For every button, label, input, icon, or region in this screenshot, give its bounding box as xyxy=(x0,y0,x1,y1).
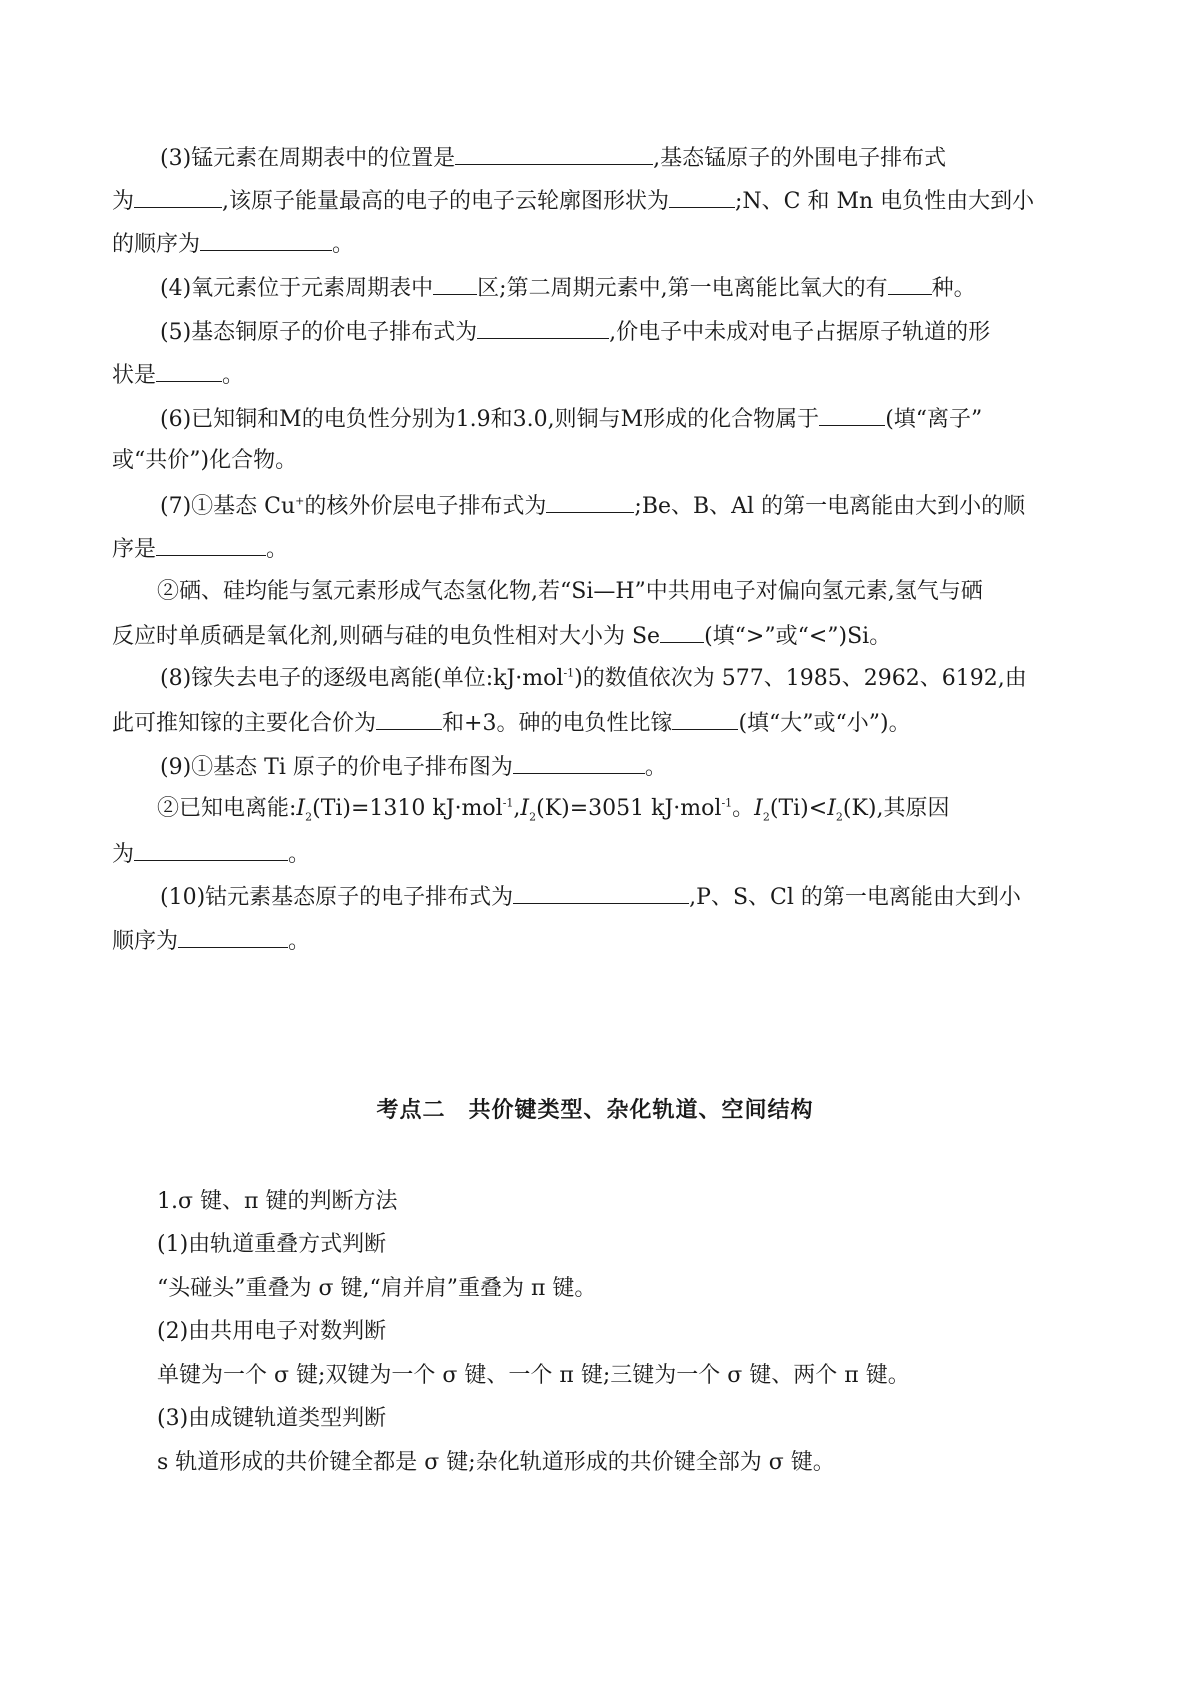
text: (填“大”或“小”)。 xyxy=(738,711,911,736)
q3-line-2 xyxy=(112,185,1034,217)
q6-line-2 xyxy=(112,446,297,476)
q3-line-1 xyxy=(160,142,946,174)
answer-blank[interactable] xyxy=(513,751,645,774)
answer-blank[interactable] xyxy=(672,707,738,730)
superscript: -1 xyxy=(563,666,575,680)
text: 顺序为 xyxy=(112,929,179,954)
answer-blank[interactable] xyxy=(819,403,885,426)
q9-line-1 xyxy=(160,751,667,783)
text: 的顺序为 xyxy=(112,232,201,257)
q8-line-2 xyxy=(112,707,911,739)
subscript: 2 xyxy=(305,810,313,824)
text: 。 xyxy=(644,755,667,780)
text: 或“共价”)化合物。 xyxy=(112,448,298,473)
q10-line-2 xyxy=(112,925,310,957)
subscript: 2 xyxy=(835,810,843,824)
superscript: + xyxy=(295,494,305,508)
answer-blank[interactable] xyxy=(156,359,222,382)
symbol-i: I xyxy=(520,796,530,821)
text: ,价电子中未成对电子占据原子轨道的形 xyxy=(609,320,991,345)
text: 种。 xyxy=(931,276,976,301)
text: (9)①基态 Ti 原子的价电子排布图为 xyxy=(160,755,513,780)
answer-blank[interactable] xyxy=(178,925,288,948)
text: 反应时单质硒是氧化剂,则硒与硅的电负性相对大小为 Se xyxy=(112,624,661,649)
answer-blank[interactable] xyxy=(200,228,332,251)
text: ;N、C 和 Mn 电负性由大到小 xyxy=(735,189,1035,214)
text: (4)氧元素位于元素周期表中 xyxy=(160,276,434,301)
subscript: 2 xyxy=(762,810,770,824)
text: (10)钴元素基态原子的电子排布式为 xyxy=(160,885,514,910)
text: (填“离子” xyxy=(885,407,983,432)
section-title: 考点二 共价键类型、杂化轨道、空间结构 xyxy=(376,1098,814,1123)
text: ②硒、硅均能与氢元素形成气态氢化物,若“Si—H”中共用电子对偏向氢元素,氢气与硒 xyxy=(157,579,983,604)
method-subheading-3: (3)由成键轨道类型判断 xyxy=(157,1406,387,1431)
q7-line-3 xyxy=(157,577,983,607)
text: ;Be、B、Al 的第一电离能由大到小的顺 xyxy=(634,494,1026,519)
text: (K),其原因 xyxy=(842,796,950,821)
q7-line-1 xyxy=(160,490,1025,522)
method-text-1: “头碰头”重叠为 σ 键,“肩并肩”重叠为 π 键。 xyxy=(157,1276,597,1301)
method-text-3: s 轨道形成的共价键全都是 σ 键;杂化轨道形成的共价键全部为 σ 键。 xyxy=(157,1450,835,1475)
q9-line-3 xyxy=(112,838,310,870)
text: 。 xyxy=(332,232,355,257)
text: (3)锰元素在周期表中的位置是 xyxy=(160,146,456,171)
text: 状是 xyxy=(112,363,157,388)
answer-blank[interactable] xyxy=(433,272,477,295)
text: (7)①基态 Cu xyxy=(160,494,296,519)
symbol-i: I xyxy=(296,796,306,821)
answer-blank[interactable] xyxy=(376,707,442,730)
q6-line-1 xyxy=(160,403,982,435)
method-heading: 1.σ 键、π 键的判断方法 xyxy=(157,1189,398,1214)
text: 的核外价层电子排布式为 xyxy=(304,494,547,519)
text: 区;第二周期元素中,第一电离能比氧大的有 xyxy=(477,276,888,301)
q7-line-2 xyxy=(112,533,288,565)
answer-blank[interactable] xyxy=(134,838,288,861)
text: ,P、S、Cl 的第一电离能由大到小 xyxy=(689,885,1021,910)
text: ②已知电离能: xyxy=(157,796,297,821)
answer-blank[interactable] xyxy=(546,490,634,513)
text: (6)已知铜和M的电负性分别为1.9和3.0,则铜与M形成的化合物属于 xyxy=(160,407,820,432)
text: (5)基态铜原子的价电子排布式为 xyxy=(160,320,478,345)
text: (K)=3051 kJ·mol xyxy=(536,796,722,821)
method-text-2: 单键为一个 σ 键;双键为一个 σ 键、一个 π 键;三键为一个 σ 键、两个 π 键。 xyxy=(157,1363,910,1388)
method-subheading-1: (1)由轨道重叠方式判断 xyxy=(157,1232,387,1257)
text: )的数值依次为 577、1985、2962、6192,由 xyxy=(574,666,1027,691)
text: 为 xyxy=(112,189,135,214)
symbol-i: I xyxy=(827,796,836,821)
text: (Ti)=1310 kJ·mol xyxy=(312,796,503,821)
superscript: -1 xyxy=(502,796,514,810)
answer-blank[interactable] xyxy=(660,620,704,643)
symbol-i: I xyxy=(754,796,763,821)
text: , xyxy=(513,796,521,821)
answer-blank[interactable] xyxy=(477,316,609,339)
text: 为 xyxy=(112,842,135,867)
text: 。 xyxy=(266,537,289,562)
text: 。 xyxy=(288,929,311,954)
method-subheading-2: (2)由共用电子对数判断 xyxy=(157,1319,387,1344)
answer-blank[interactable] xyxy=(888,272,932,295)
q3-line-3 xyxy=(112,228,354,260)
text: 。 xyxy=(732,796,755,821)
answer-blank[interactable] xyxy=(156,533,266,556)
text: (8)镓失去电子的逐级电离能(单位:kJ·mol xyxy=(160,666,564,691)
q4-line-1 xyxy=(160,272,976,304)
text: 。 xyxy=(222,363,245,388)
text: 序是 xyxy=(112,537,157,562)
q10-line-1 xyxy=(160,881,1021,913)
answer-blank[interactable] xyxy=(669,185,735,208)
answer-blank[interactable] xyxy=(455,142,653,165)
q5-line-1 xyxy=(160,316,990,348)
q7-line-4 xyxy=(112,620,891,652)
answer-blank[interactable] xyxy=(513,881,689,904)
text: ,该原子能量最高的电子的电子云轮廓图形状为 xyxy=(222,189,670,214)
q8-line-1 xyxy=(160,664,1027,694)
text: (Ti)< xyxy=(769,796,828,821)
text: 此可推知镓的主要化合价为 xyxy=(112,711,377,736)
q5-line-2 xyxy=(112,359,244,391)
q9-line-2 xyxy=(157,794,950,824)
text: ,基态锰原子的外围电子排布式 xyxy=(653,146,947,171)
text: 。 xyxy=(288,842,311,867)
text: 和+3。砷的电负性比镓 xyxy=(442,711,673,736)
answer-blank[interactable] xyxy=(134,185,222,208)
text: (填“>”或“<”)Si。 xyxy=(704,624,892,649)
subscript: 2 xyxy=(529,810,537,824)
superscript: -1 xyxy=(721,796,733,810)
